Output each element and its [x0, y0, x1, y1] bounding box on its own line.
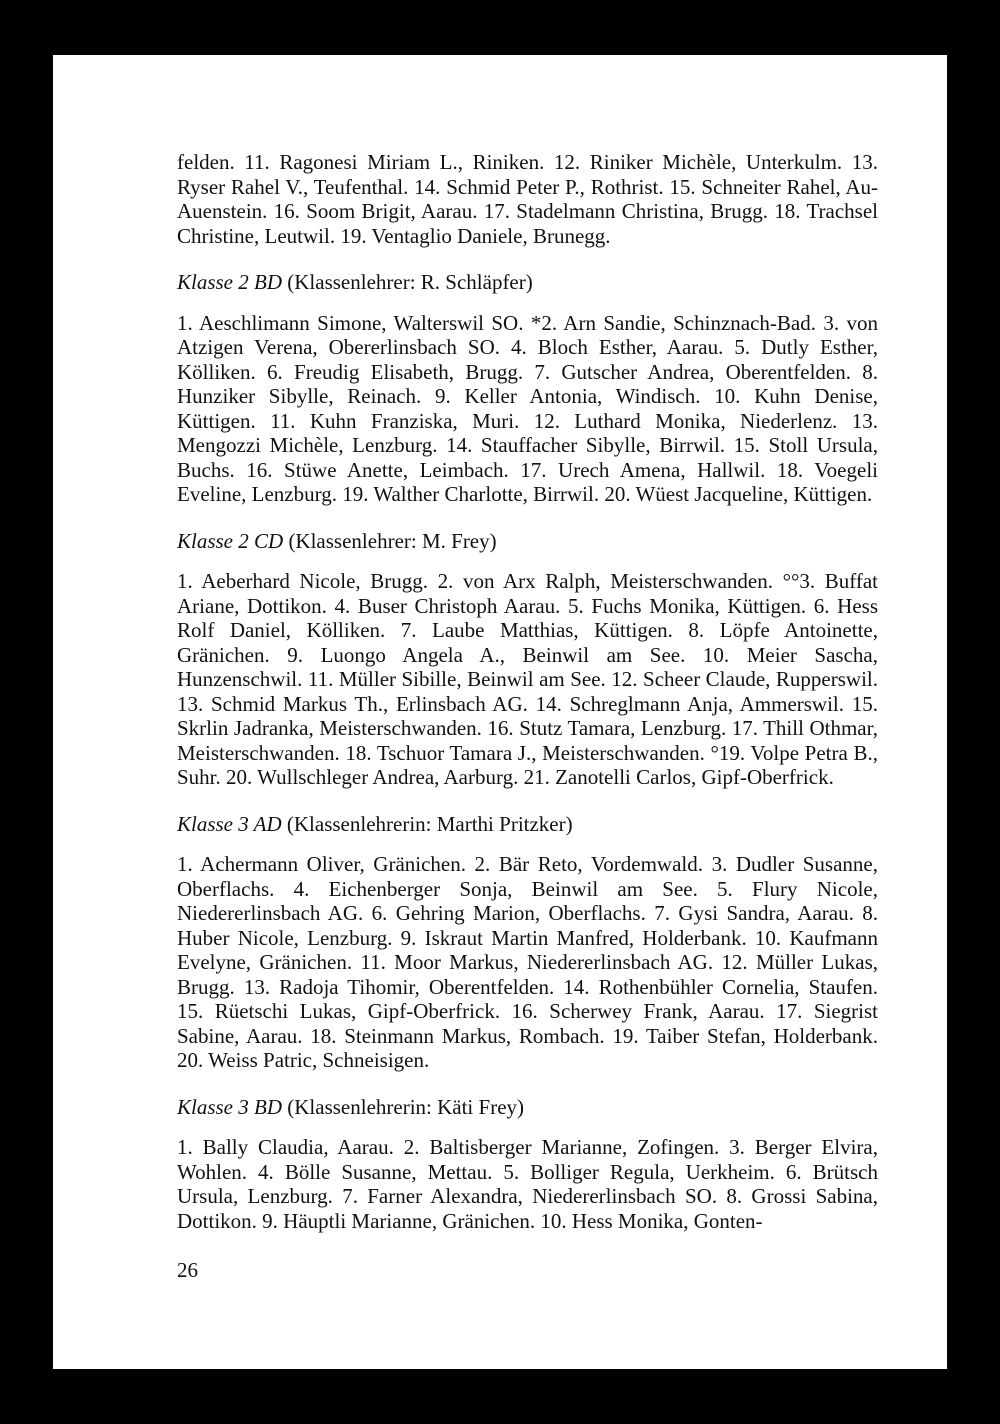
teacher-label: (Klassenlehrer: R. Schläpfer): [287, 270, 533, 294]
teacher-label: (Klassenlehrer: M. Frey): [288, 528, 497, 553]
page-number: 26: [177, 1258, 198, 1282]
heading-klasse-3ad: [177, 812, 878, 837]
heading-klasse-2bd: [177, 270, 878, 295]
class-name: Klasse 3 AD: [177, 811, 282, 836]
paragraph-klasse-3bd: 1. Bally Claudia, Aarau. 2. Baltisberger Marianne, Zofingen. 3. Berger Elvira, Wohlen. 4. Bölle Susanne, Mettau. 5. Bolliger Regula, Uerkheim. 6. Brütsch Ursula, Lenzburg. 7. Farner Alexandra, Niedererlinsbach SO. 8. Grossi Sabina, Dottikon. 9. Häuptli Marianne, Gränichen. 10. Hess Monika, Gonten-: [177, 1135, 878, 1233]
teacher-label: (Klassenlehrerin: Marthi Pritzker): [286, 811, 573, 836]
class-name: Klasse 2 CD: [177, 528, 284, 553]
teacher-label: (Klassenlehrerin: Käti Frey): [287, 1094, 525, 1119]
class-name: Klasse 2 BD: [177, 270, 282, 294]
paragraph-klasse-3ad: 1. Achermann Oliver, Gränichen. 2. Bär Reto, Vordemwald. 3. Dudler Susanne, Oberflachs. 4. Eichenberger Sonja, Beinwil am See. 5. Flury Nicole, Niedererlinsbach AG. 6. Gehring Marion, Oberflachs. 7. Gysi Sandra, Aarau. 8. Huber Nicole, Lenzburg. 9. Iskraut Martin Manfred, Holderbank. 10. Kaufmann Evelyne, Gränichen. 11. Moor Markus, Niedererlinsbach AG. 12. Müller Lukas, Brugg. 13. Radoja Tihomir, Oberentfelden. 14. Rothenbühler Cornelia, Staufen. 15. Rüetschi Lukas, Gipf-Oberfrick. 16. Scherwey Frank, Aarau. 17. Siegrist Sabine, Aarau. 18. Steinmann Markus, Rombach. 19. Taiber Stefan, Holderbank. 20. Weiss Patric, Schneisigen.: [177, 852, 878, 1072]
paragraph-intro: felden. 11. Ragonesi Miriam L., Riniken. 12. Riniker Michèle, Unterkulm. 13. Ryser Rahel V., Teufenthal. 14. Schmid Peter P., Rothrist. 15. Schneiter Rahel, Au-Auenstein. 16. Soom Brigit, Aarau. 17. Stadelmann Christina, Brugg. 18. Trachsel Christine, Leutwil. 19. Ventaglio Daniele, Brunegg.: [177, 150, 878, 248]
heading-klasse-2cd: [177, 529, 878, 554]
document-page: [53, 55, 947, 1369]
class-name: Klasse 3 BD: [177, 1094, 282, 1119]
paragraph-klasse-2bd: 1. Aeschlimann Simone, Walterswil SO. *2. Arn Sandie, Schinznach-Bad. 3. von Atzigen Verena, Obererlinsbach SO. 4. Bloch Esther, Aarau. 5. Dutly Esther, Kölliken. 6. Freudig Elisabeth, Brugg. 7. Gutscher Andrea, Oberentfelden. 8. Hunziker Sibylle, Reinach. 9. Keller Antonia, Windisch. 10. Kuhn Denise, Küttigen. 11. Kuhn Franziska, Muri. 12. Luthard Monika, Niederlenz. 13. Mengozzi Michèle, Lenzburg. 14. Stauffacher Sibylle, Birrwil. 15. Stoll Ursula, Buchs. 16. Stüwe Anette, Leimbach. 17. Urech Amena, Hallwil. 18. Voegeli Eveline, Lenzburg. 19. Walther Charlotte, Birrwil. 20. Wüest Jacqueline, Küttigen.: [177, 310, 878, 506]
heading-klasse-3bd: [177, 1095, 878, 1120]
page-content: [177, 150, 878, 1233]
paragraph-klasse-2cd: 1. Aeberhard Nicole, Brugg. 2. von Arx Ralph, Meisterschwanden. °°3. Buffat Ariane, Dottikon. 4. Buser Christoph Aarau. 5. Fuchs Monika, Küttigen. 6. Hess Rolf Daniel, Kölliken. 7. Laube Matthias, Küttigen. 8. Löpfe Antoinette, Gränichen. 9. Luongo Angela A., Beinwil am See. 10. Meier Sascha, Hunzenschwil. 11. Müller Sibille, Beinwil am See. 12. Scheer Claude, Rupperswil. 13. Schmid Markus Th., Erlinsbach AG. 14. Schreglmann Anja, Ammerswil. 15. Skrlin Jadranka, Meisterschwanden. 16. Stutz Tamara, Lenzburg. 17. Thill Othmar, Meisterschwanden. 18. Tschuor Tamara J., Meisterschwanden. °19. Volpe Petra B., Suhr. 20. Wullschleger Andrea, Aarburg. 21. Zanotelli Carlos, Gipf-Oberfrick.: [177, 569, 878, 789]
